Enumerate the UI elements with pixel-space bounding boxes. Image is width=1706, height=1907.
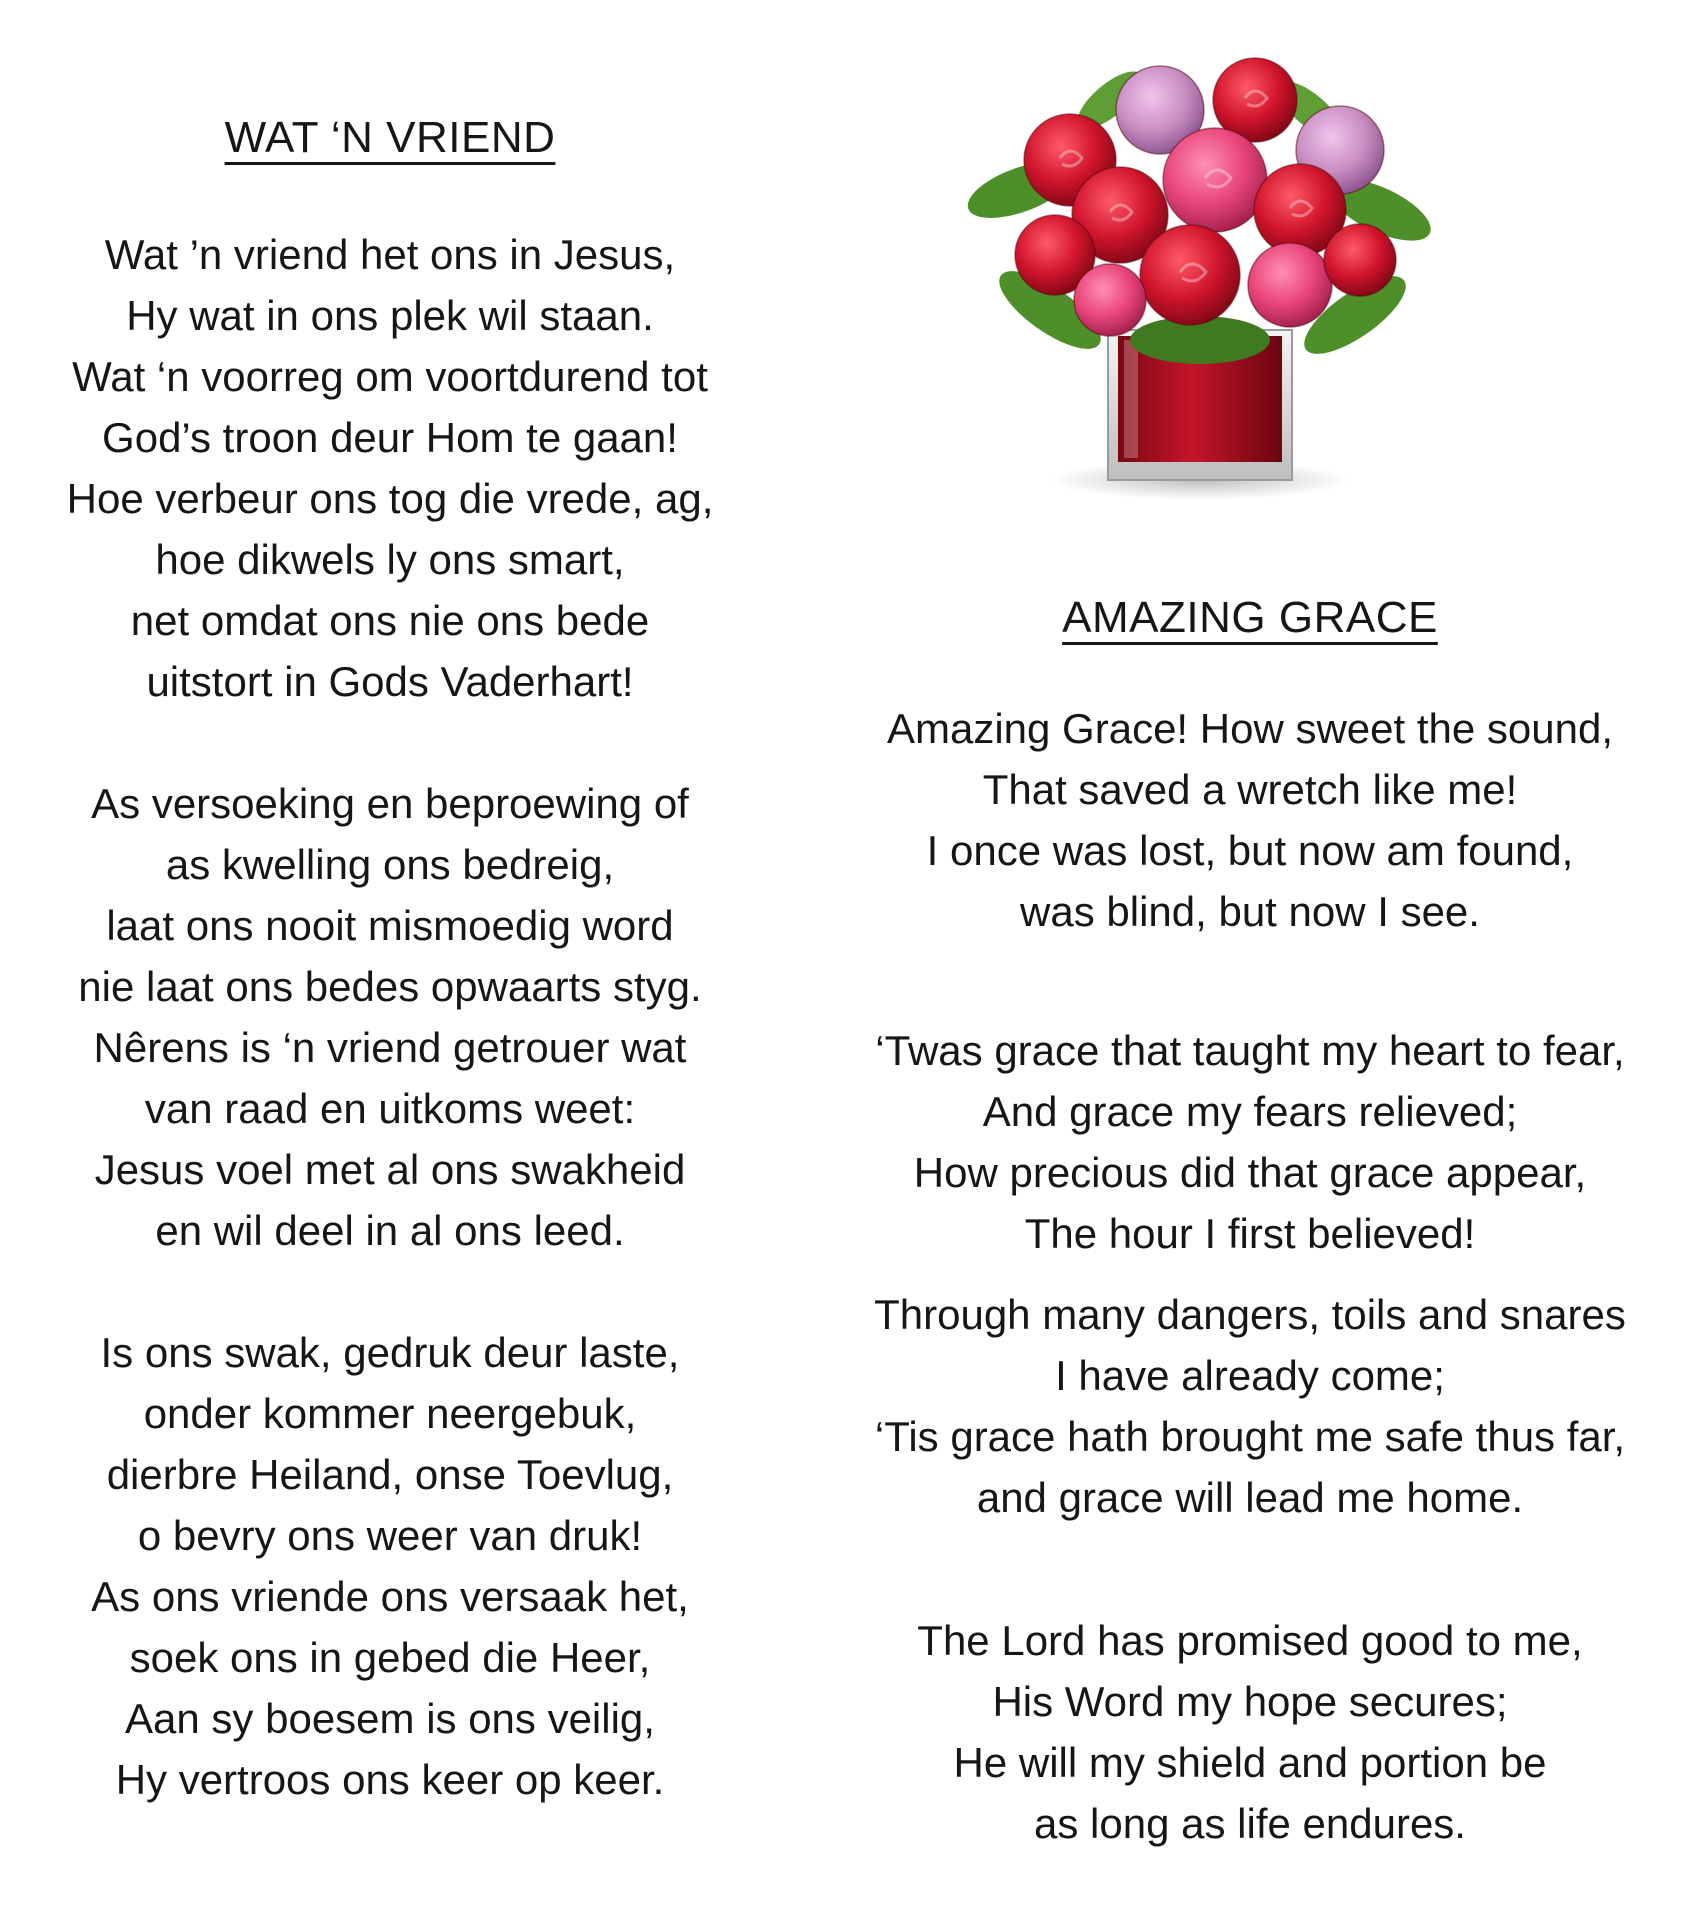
poem-line: Jesus voel met al ons swakheid (94, 1146, 686, 1193)
poem-line: net omdat ons nie ons bede (130, 597, 650, 644)
poem-line: laat ons nooit mismoedig word (106, 902, 674, 949)
poem-line: The hour I first believed! (1024, 1210, 1476, 1257)
poem-line: Aan sy boesem is ons veilig, (125, 1695, 655, 1742)
poem-line: uitstort in Gods Vaderhart! (146, 658, 634, 705)
poem-line: as kwelling ons bedreig, (165, 841, 615, 888)
poem-line: How precious did that grace appear, (913, 1149, 1587, 1196)
stanza (30, 1322, 750, 1810)
poem-line: hoe dikwels ly ons smart, (155, 536, 625, 583)
poem-line: Hy vertroos ons keer op keer. (115, 1756, 665, 1803)
stanza (820, 1284, 1680, 1528)
poem-line: Wat ’n vriend het ons in Jesus, (104, 231, 676, 278)
poem-line: ‘Tis grace hath brought me safe thus far, (874, 1413, 1626, 1460)
poem-line: as long as life endures. (1034, 1800, 1466, 1847)
poem-line: Nêrens is ‘n vriend getrouer wat (93, 1024, 687, 1071)
poem-wat-n-vriend (30, 110, 750, 1810)
poem-line: o bevry ons weer van druk! (137, 1512, 643, 1559)
poem-line: dierbre Heiland, onse Toevlug, (106, 1451, 674, 1498)
poem-line: Wat ‘n voorreg om voortdurend tot (72, 353, 708, 400)
stanza (30, 773, 750, 1261)
poem-line: soek ons in gebed die Heer, (129, 1634, 651, 1681)
poem-line: I once was lost, but now am found, (926, 827, 1574, 874)
poem-line: Hoe verbeur ons tog die vrede, ag, (66, 475, 714, 522)
rose-bouquet-icon (960, 40, 1440, 510)
poem-line: And grace my fears relieved; (982, 1088, 1518, 1135)
stanza (820, 698, 1680, 942)
poem-line: Amazing Grace! How sweet the sound, (886, 705, 1614, 752)
poem-line: The Lord has promised good to me, (917, 1617, 1583, 1664)
poem-line: I have already come; (1055, 1352, 1445, 1399)
poem-title: AMAZING GRACE (1062, 593, 1438, 642)
poem-line: He will my shield and portion be (953, 1739, 1547, 1786)
poem-line: As versoeking en beproewing of (91, 780, 689, 827)
poem-line: nie laat ons bedes opwaarts styg. (78, 963, 702, 1010)
stanza (820, 1610, 1680, 1854)
poem-line: was blind, but now I see. (1020, 888, 1480, 935)
poem-line: Is ons swak, gedruk deur laste, (100, 1329, 680, 1376)
poem-line: onder kommer neergebuk, (143, 1390, 637, 1437)
poem-line: ‘Twas grace that taught my heart to fear, (875, 1027, 1625, 1074)
poem-line: His Word my hope secures; (992, 1678, 1508, 1725)
poem-line: That saved a wretch like me! (982, 766, 1518, 813)
poem-line: van raad en uitkoms weet: (144, 1085, 636, 1132)
poem-line: As ons vriende ons versaak het, (91, 1573, 689, 1620)
poem-line: en wil deel in al ons leed. (155, 1207, 625, 1254)
poem-line: Through many dangers, toils and snares (874, 1291, 1626, 1338)
poem-line: God’s troon deur Hom te gaan! (102, 414, 678, 461)
poem-amazing-grace (820, 590, 1680, 1854)
stanza (820, 1020, 1680, 1264)
poem-line: Hy wat in ons plek wil staan. (126, 292, 654, 339)
poem-line: and grace will lead me home. (976, 1474, 1524, 1521)
poem-title: WAT ‘N VRIEND (224, 113, 556, 162)
stanza (30, 224, 750, 712)
